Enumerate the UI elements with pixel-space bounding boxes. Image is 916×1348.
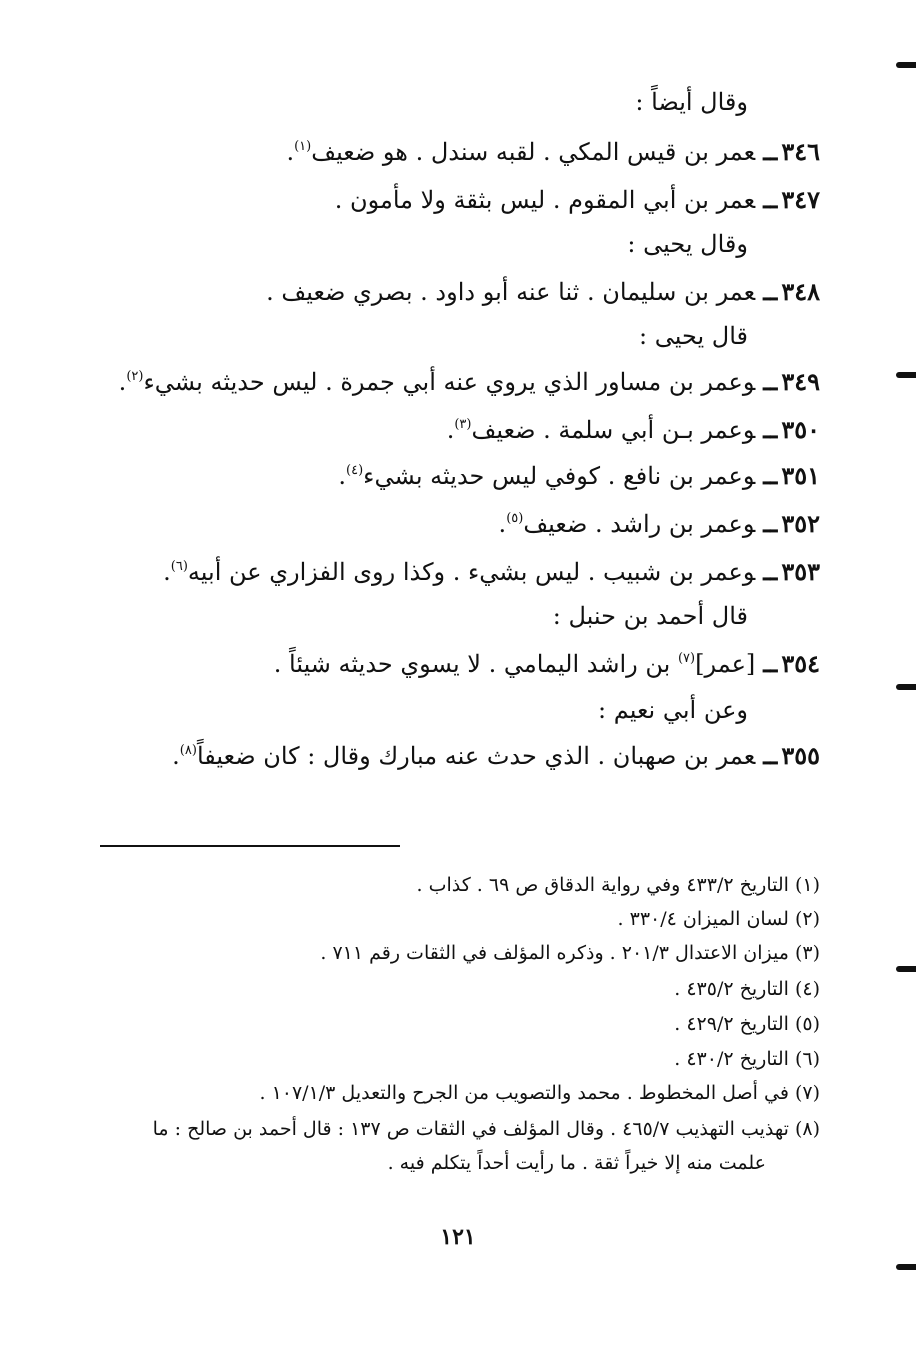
- footnote-8: [153, 1120, 820, 1139]
- entry-dash: ــ: [763, 741, 778, 770]
- entry-dash: ــ: [763, 649, 778, 678]
- footnote-ref[interactable]: (٥): [506, 511, 524, 526]
- entry-number: ٣٤٧: [781, 185, 820, 214]
- footnote-ref[interactable]: (١): [294, 139, 312, 154]
- entry-number: ٣٥٤: [781, 649, 820, 678]
- footnote-number: (١): [794, 874, 820, 896]
- footnote-number: (٥): [794, 1013, 820, 1035]
- intro-line: قال أحمد بن حنبل :: [552, 602, 748, 630]
- entry-text: عمر بن قيس المكي . لقبه سندل . هو ضعيف: [311, 138, 756, 166]
- footnote-2: [618, 910, 820, 929]
- footnote-text: التاريخ ٤٣٥/٢ .: [674, 978, 789, 1000]
- entry-number: ٣٥٢: [781, 509, 820, 538]
- entry-351: ٣٥١ــوعمر بن نافع . كوفي ليس حديثه بشيء$^{(٤)}$.: [338, 461, 820, 490]
- entry-number: ٣٤٩: [781, 367, 820, 396]
- footnote-text: التاريخ ٤٣٠/٢ .: [674, 1048, 789, 1070]
- page-number: ١٢١: [440, 1224, 476, 1250]
- footnote-3: [320, 944, 820, 963]
- entry-dash: ــ: [763, 461, 778, 490]
- footnote-number: (٤): [794, 978, 820, 1000]
- footnote-text: ميزان الاعتدال ٢٠١/٣ . وذكره المؤلف في الثقات رقم ٧١١ .: [320, 942, 789, 964]
- entry-dash: ــ: [763, 277, 778, 306]
- entry-352: ٣٥٢ــوعمر بن راشد . ضعيف$^{(٥)}$.: [498, 509, 820, 538]
- footnote-text: التاريخ ٤٣٣/٢ وفي رواية الدقاق ص ٦٩ . كذاب .: [416, 874, 789, 896]
- entry-350: ٣٥٠ــوعمر بـن أبي سلمة . ضعيف$^{(٣)}$.: [446, 415, 820, 444]
- footnote-number: (٧): [794, 1082, 820, 1104]
- entry-text: عمر بن صهبان . الذي حدث عنه مبارك وقال : كان ضعيفاً: [196, 742, 756, 770]
- scan-edge-mark: [896, 684, 916, 690]
- footnote-separator: [100, 845, 400, 847]
- footnote-1: [417, 876, 821, 895]
- intro-line: وقال يحيى :: [627, 230, 748, 258]
- entry-dash: ــ: [763, 509, 778, 538]
- footnote-number: (٢): [794, 908, 820, 930]
- entry-number: ٣٤٨: [781, 277, 820, 306]
- footnote-4: [674, 980, 820, 999]
- intro-line: وقال أيضاً :: [635, 88, 748, 116]
- entry-355: ٣٥٥ــعمر بن صهبان . الذي حدث عنه مبارك وقال : كان ضعيفاً$^{(٨)}$.: [172, 741, 820, 770]
- footnote-text: تهذيب التهذيب ٤٦٥/٧ . وقال المؤلف في الثقات ص ١٣٧ : قال أحمد بن صالح : ما: [152, 1118, 789, 1140]
- entry-347: [334, 185, 820, 214]
- footnote-8-continuation: علمت منه إلا خيراً ثقة . ما رأيت أحداً يتكلم فيه .: [387, 1152, 766, 1174]
- entry-348: [266, 277, 820, 306]
- scan-edge-mark: [896, 966, 916, 972]
- entry-text: وعمر بن شبيب . ليس بشيء . وكذا روى الفزاري عن أبيه: [187, 558, 756, 586]
- footnote-ref[interactable]: (٧): [677, 651, 696, 666]
- entry-353: ٣٥٣ــوعمر بن شبيب . ليس بشيء . وكذا روى الفزاري عن أبيه$^{(٦)}$.: [163, 557, 820, 586]
- entry-346: ٣٤٦ــعمر بن قيس المكي . لقبه سندل . هو ضعيف$^{(١)}$.: [286, 137, 820, 166]
- footnote-6: [674, 1050, 820, 1069]
- entry-dash: ــ: [763, 185, 778, 214]
- footnote-number: (٦): [794, 1048, 820, 1070]
- scan-edge-mark: [896, 372, 916, 378]
- footnote-number: (٨): [794, 1118, 820, 1140]
- intro-line: قال يحيى :: [639, 322, 748, 350]
- footnote-ref[interactable]: (٣): [454, 417, 472, 432]
- entry-text: وعمر بن راشد . ضعيف: [523, 510, 756, 538]
- entry-354: ٣٥٤ــ[عمر]$^{(٧)}$ بن راشد اليمامي . لا يسوي حديثه شيئاً .: [273, 649, 820, 678]
- entry-number: ٣٥١: [781, 461, 820, 490]
- footnote-7: [259, 1084, 820, 1103]
- entry-number: ٣٥٥: [781, 741, 820, 770]
- entry-text: وعمر بن مساور الذي يروي عنه أبي جمرة . ليس حديثه بشيء: [143, 368, 756, 396]
- intro-line: وعن أبي نعيم :: [598, 696, 748, 724]
- entry-text: وعمر بـن أبي سلمة . ضعيف: [471, 416, 756, 444]
- footnote-text: التاريخ ٤٢٩/٢ .: [674, 1013, 789, 1035]
- entry-number: ٣٥٣: [781, 557, 820, 586]
- entry-dash: ــ: [763, 557, 778, 586]
- entry-349: ٣٤٩ــوعمر بن مساور الذي يروي عنه أبي جمرة . ليس حديثه بشيء$^{(٢)}$.: [118, 367, 820, 396]
- entry-dash: ــ: [763, 367, 778, 396]
- entry-text: عمر بن أبي المقوم . ليس بثقة ولا مأمون .: [334, 186, 756, 214]
- entry-dash: ــ: [763, 137, 778, 166]
- scan-edge-mark: [896, 1264, 916, 1270]
- footnote-text: في أصل المخطوط . محمد والتصويب من الجرح والتعديل ١٠٧/١/٣ .: [259, 1082, 789, 1104]
- entry-text: عمر بن سليمان . ثنا عنه أبو داود . بصري ضعيف .: [266, 278, 756, 306]
- entry-dash: ــ: [763, 415, 778, 444]
- footnote-ref[interactable]: (٦): [170, 559, 188, 574]
- entry-number: ٣٤٦: [781, 137, 820, 166]
- footnote-number: (٣): [794, 942, 820, 964]
- entry-number: ٣٥٠: [781, 415, 820, 444]
- footnote-ref[interactable]: (٨): [179, 743, 197, 758]
- footnote-text: لسان الميزان ٣٣٠/٤ .: [617, 908, 789, 930]
- footnote-ref[interactable]: (٤): [346, 463, 364, 478]
- footnote-ref[interactable]: (٢): [126, 369, 144, 384]
- entry-text: وعمر بن نافع . كوفي ليس حديثه بشيء: [363, 462, 756, 490]
- entry-text: [عمر]: [695, 650, 756, 678]
- scan-edge-mark: [896, 62, 916, 68]
- footnote-5: [674, 1015, 820, 1034]
